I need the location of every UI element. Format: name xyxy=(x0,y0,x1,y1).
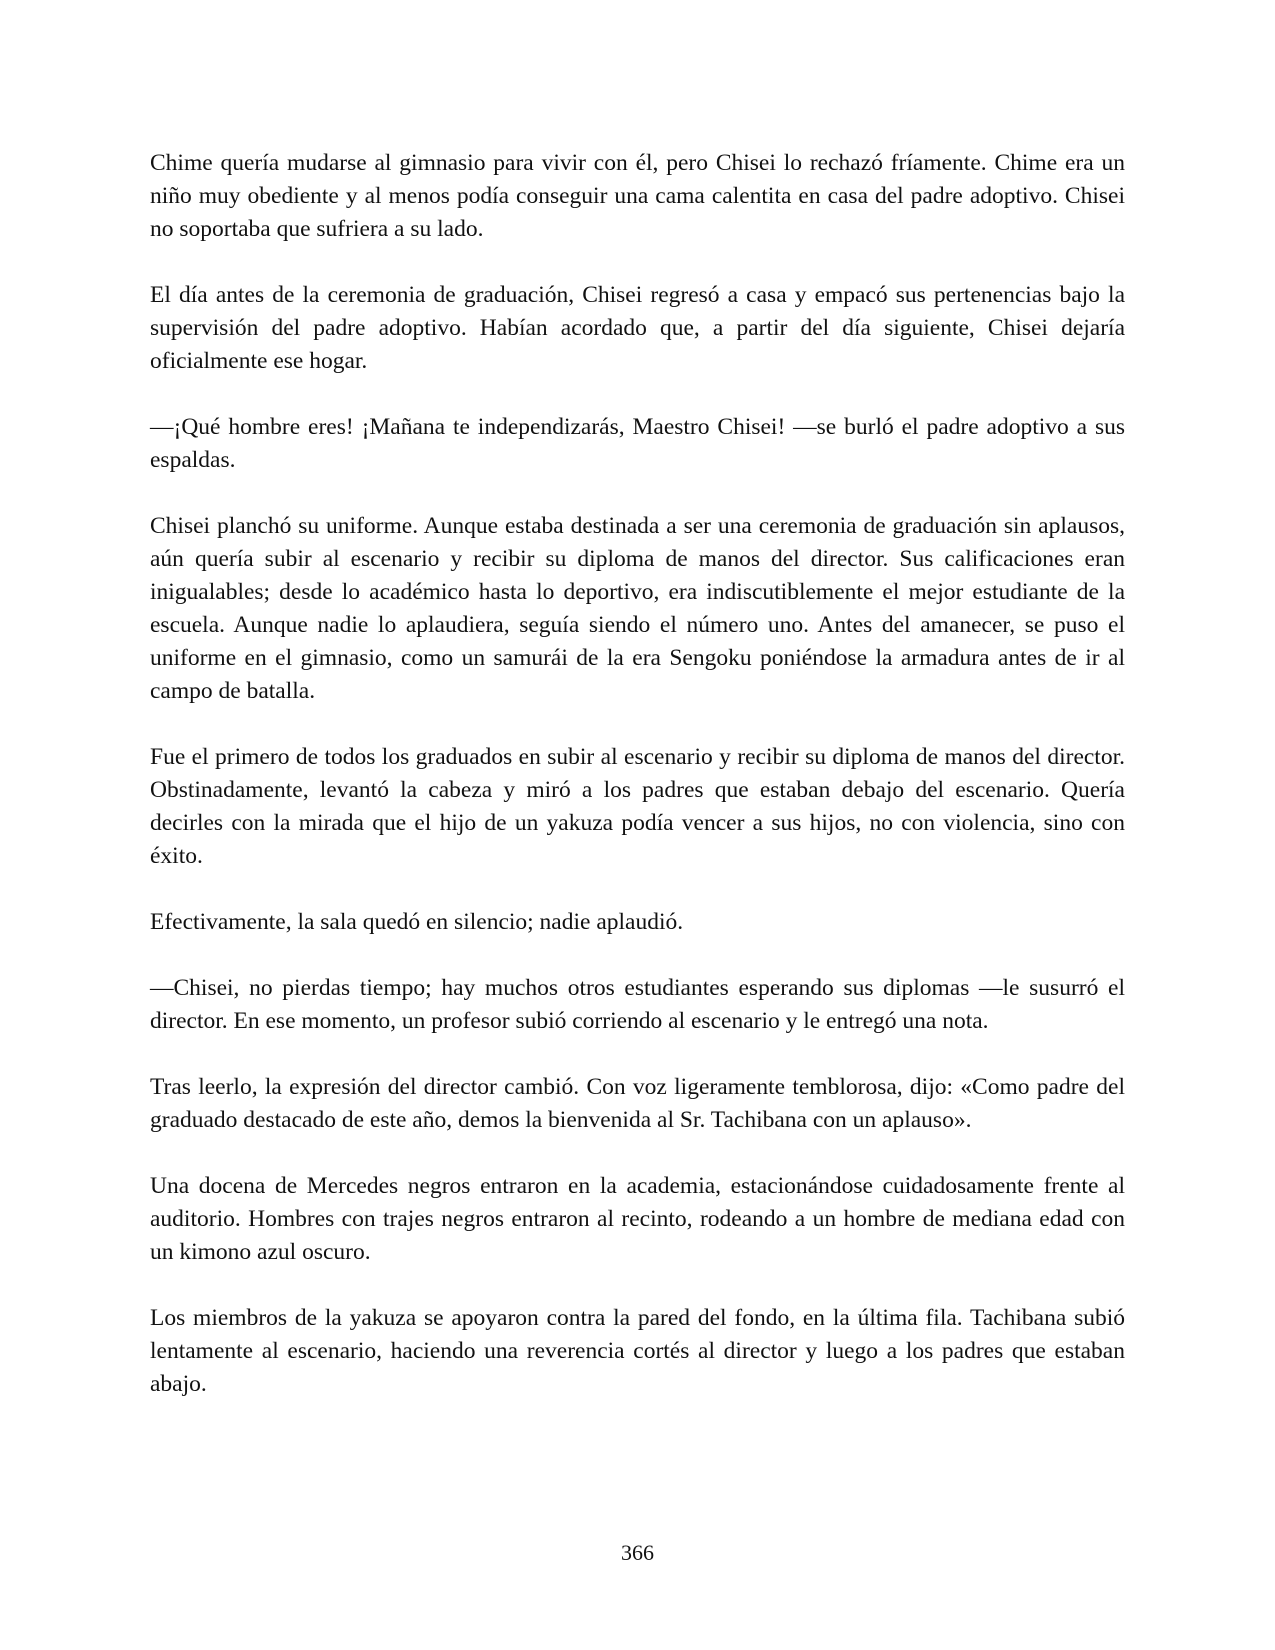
body-text xyxy=(150,147,1125,1434)
paragraph-8: Tras leerlo, la expresión del director cambió. Con voz ligeramente temblorosa, dijo: «Como padre del graduado destacado de este año, demos la bienvenida al Sr. Tachibana con un aplauso». xyxy=(150,1074,1125,1133)
paragraph-2: El día antes de la ceremonia de graduación, Chisei regresó a casa y empacó sus pertenencias bajo la supervisión del padre adoptivo. Habían acordado que, a partir del día siguiente, Chisei dejaría oficialmente ese hogar. xyxy=(150,282,1125,374)
paragraph-6: Efectivamente, la sala quedó en silencio; nadie aplaudió. xyxy=(150,909,684,935)
paragraph-5: Fue el primero de todos los graduados en subir al escenario y recibir su diploma de manos del director. Obstinadamente, levantó la cabeza y miró a los padres que estaban debajo del escenario. Quería decirles con la mirada que el hijo de un yakuza podía vencer a sus hijos, no con violencia, sino con éxito. xyxy=(150,744,1125,869)
page-number: 366 xyxy=(621,1540,654,1565)
paragraph-7: —Chisei, no pierdas tiempo; hay muchos otros estudiantes esperando sus diplomas —le susurró el director. En ese momento, un profesor subió corriendo al escenario y le entregó una nota. xyxy=(150,975,1125,1034)
paragraph-1: Chime quería mudarse al gimnasio para vivir con él, pero Chisei lo rechazó fríamente. Chime era un niño muy obediente y al menos podía conseguir una cama calentita en casa del padre adoptivo. Chisei no soportaba que sufriera a su lado. xyxy=(150,150,1125,242)
paragraph-10: Los miembros de la yakuza se apoyaron contra la pared del fondo, en la última fila. Tachibana subió lentamente al escenario, haciendo una reverencia cortés al director y luego a los padres que estaban abajo. xyxy=(150,1305,1125,1397)
paragraph-3: —¡Qué hombre eres! ¡Mañana te independizarás, Maestro Chisei! —se burló el padre adoptivo a sus espaldas. xyxy=(150,414,1125,473)
paragraph-9: Una docena de Mercedes negros entraron en la academia, estacionándose cuidadosamente frente al auditorio. Hombres con trajes negros entraron al recinto, rodeando a un hombre de mediana edad con un kimono azul oscuro. xyxy=(150,1173,1125,1265)
paragraph-4: Chisei planchó su uniforme. Aunque estaba destinada a ser una ceremonia de graduación sin aplausos, aún quería subir al escenario y recibir su diploma de manos del director. Sus calificaciones eran inigualables; desde lo académico hasta lo deportivo, era indiscutiblemente el mejor estudiante de la escuela. Aunque nadie lo aplaudiera, seguía siendo el número uno. Antes del amanecer, se puso el uniforme en el gimnasio, como un samurái de la era Sengoku poniéndose la armadura antes de ir al campo de batalla. xyxy=(150,513,1125,704)
